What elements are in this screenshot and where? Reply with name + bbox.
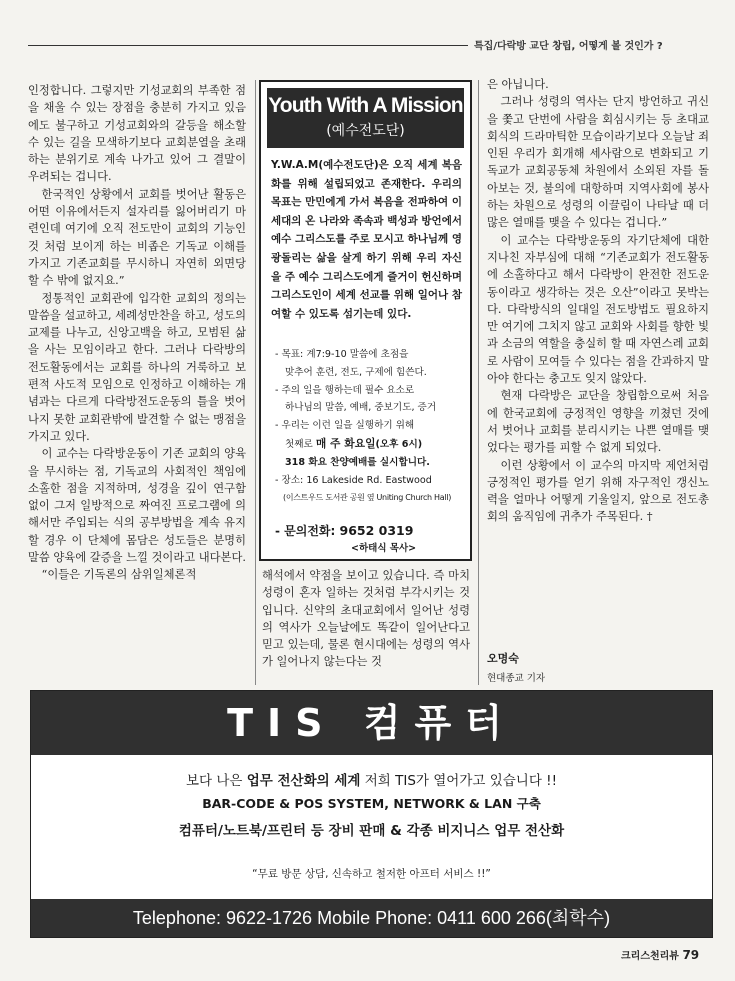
contact-label: - 문의전화:	[275, 524, 336, 538]
list-item: - 장소: 16 Lakeside Rd. Eastwood	[275, 474, 432, 486]
paragraph: 현재 다락방은 교단을 창립함으로써 처음에 한국교회에 긍정적인 영향을 끼쳤던 것에서 벗어나 교회를 분리시키는 나쁜 열매를 맺었다는 평가를 피할 수 없게 되었다.	[487, 389, 709, 455]
tis-ad-box	[30, 690, 713, 938]
paragraph: 한국적인 상황에서 교회를 벗어난 활동은 어떤 이유에서든지 설자리를 잃어버리기 마련인데 여기에 오직 전도만이 교회의 기능인 것 처럼 보이게 하는 비좁은 기독교 이해를 가지고 기존교회를 무시하니 자연히 외면당할 수 밖에 없지요.”	[28, 187, 246, 288]
paragraph: 이 교수는 다락방운동이 기존 교회의 양육을 무시하는 점, 기독교의 사회적인 책임에 소홀한 점을 지적하며, 성경을 깊이 연구함 없이 그저 일방적으로 짜여진 프로그램에 의해서만 주입되는 식의 공부방법을 계속 유지할 경우 이 단체에 몸담은 성도들은 분명히 말씀 양육에 갈증을 느낄 것이라고 내다본다.	[28, 447, 246, 565]
author-name: 오명숙	[487, 652, 519, 665]
list-item: 하나님의 말씀, 예배, 중보기도, 증거	[285, 402, 437, 414]
column-divider	[255, 80, 256, 685]
tagline-text: 저희 TIS가 열어가고 있습니다 !!	[360, 773, 557, 789]
header-rule	[28, 45, 468, 46]
article-column-middle	[262, 567, 470, 671]
list-text: 첫째로	[285, 438, 316, 450]
tis-services: BAR-CODE & POS SYSTEM, NETWORK & LAN 구축	[202, 796, 541, 811]
paragraph: 은 아닙니다.	[487, 78, 549, 91]
list-item: (이스트우드 도서관 공원 옆 Uniting Church Hall)	[283, 493, 452, 503]
paragraph: 인정합니다. 그렇지만 기성교회의 부족한 점을 채울 수 있는 장점을 충분히 가지고 있음에도 불구하고 기성교회와의 갈등을 해소할 수 있는 길을 모색하기보다 교회분열을 초래하는 분위기로 계속 나가고 있어 그 결말이 우려되는 겁니다.	[28, 84, 246, 184]
tis-products: 컴퓨터/노트북/프린터 등 장비 판매 & 각종 비지니스 업무 전산화	[178, 823, 565, 839]
contact-name: <하태식 목사>	[351, 543, 417, 554]
magazine-name: 크리스천리뷰	[621, 951, 679, 962]
section-header: 특집/다락방 교단 창립, 어떻게 볼 것인가 ?	[474, 41, 663, 52]
tis-tagline	[31, 769, 712, 789]
list-item: - 목표: 계7:9-10 말씀에 초점을	[275, 349, 409, 360]
ywam-title-banner	[267, 88, 464, 148]
contact-phone: 9652 0319	[339, 523, 414, 538]
paragraph: “이들은 기독론의 삼위일체론적	[41, 568, 197, 582]
ywam-ad-box	[259, 80, 472, 561]
paragraph: 그러나 성령의 역사는 단지 방언하고 귀신을 쫓고 단번에 사람을 회심시키는 등 초대교회식의 드라마틱한 모습이라기보다 오늘날 죄인된 우리가 회개해 세사람으로 변화되고 기독교가 교회공동체 차원에서 소외된 자를 돌아보는 것, 불의에 대항하며 지역사회에 봉사하는 차원으로 성령의 이끌림이 나타날 때 더 많은 열매를 맺을 수 있다는 겁니다.”	[487, 95, 709, 230]
list-item: 318 화요 찬양예배를 실시합니다.	[285, 456, 430, 468]
paragraph: 해석에서 약점을 보이고 있습니다. 즉 마치 성령이 혼자 일하는 것처럼 부각시키는 것입니다. 신약의 초대교회에서 일어난 성령의 역사가 오늘날에도 똑같이 일어난다고 믿고 있는데, 물론 현시대에는 성령의 역사가 일어나지 않는다는 것	[262, 569, 470, 669]
list-text-bold: (오후 6시)	[375, 438, 423, 450]
ywam-title: Youth With A Mission	[268, 94, 463, 117]
author-title: 현대종교 기자	[487, 673, 546, 684]
ywam-description: Y.W.A.M(예수전도단)은 오직 세계 복음화를 위해 설립되었고 존재한다. 우리의 목표는 만민에게 가서 복음을 전파하여 이 세대의 온 나라와 족속과 백성과 방언에서 예수 그리스도를 주로 모시고 하나님께 영광돌리는 삶을 살게 하기 위해 우리 자신을 주 예수 그리스도에게 즐거이 헌신하며 그리스도인이 세계 선교를 위해 일어나 참여할 수 있도록 섬기는데 있다.	[271, 159, 462, 320]
tagline-text: 보다 나은	[185, 773, 247, 789]
page-number: 79	[682, 948, 700, 962]
ywam-subtitle: (예수전도단)	[326, 123, 405, 139]
paragraph: 정통적인 교회관에 입각한 교회의 정의는 말씀을 설교하고, 세례성만찬을 하고, 성도의 교제를 나누고, 신앙고백을 하고, 모범된 삶을 사는 모임이라고 한다. 그러나 다락방의 전도활동에서는 교회를 하나의 거룩하고 보편적 사도적 모임으로 인정하고 이해하는 개념과는 다르게 다락방전도운동의 틀을 벗어나지 못한 교회관밖에 발견할 수 없는 맹점을 가지고 있다.	[28, 291, 246, 443]
list-item: - 우리는 이런 일을 실행하기 위해	[275, 420, 415, 432]
ywam-info-list	[275, 346, 465, 507]
column-divider	[478, 80, 479, 685]
page-footer	[621, 947, 699, 962]
article-column-left	[28, 82, 246, 584]
tis-phone-footer: Telephone: 9622-1726 Mobile Phone: 0411 600 266(최학수)	[31, 899, 712, 937]
ywam-contact	[275, 522, 413, 539]
list-text-bold: 매 주 화요일	[315, 436, 376, 450]
list-item: 맞추어 훈련, 전도, 구제에 힘쓴다.	[285, 366, 427, 378]
article-column-right	[487, 76, 709, 526]
list-item: - 주의 일을 행하는데 필수 요소로	[275, 384, 415, 396]
paragraph: 이런 상황에서 이 교수의 마지막 제언처럼 긍정적인 평가를 얻기 위해 자구적인 갱신노력을 얼마나 어떻게 기울일지, 앞으로 전도총회의 움직임에 귀추가 주목된다. †	[487, 458, 709, 524]
list-item	[275, 435, 465, 454]
tis-title-banner	[31, 691, 712, 755]
tis-service-note: “무료 방문 상담, 신속하고 철저한 아프터 서비스 !!”	[252, 868, 491, 880]
paragraph: 이 교수는 다락방운동의 자기단체에 대한 지나친 자부심에 대해 “기존교회가 전도활동에 소홀하다고 해서 다락방이 완전한 전도운동이라고 생각하는 것은 오산”이라고 못박는다. 다락방식의 일대일 전도방법도 필요하지만 여기에 그치지 않고 교회와 사회를 향한 빛과 소금의 역할을 충실히 할 때 자연스레 교회로 사람이 모여들 수 있다는 점을 간과하지 말아야 한다는 충고도 잊지 않았다.	[487, 233, 709, 386]
tagline-bold: 업무 전산화의 세계	[246, 773, 361, 789]
tis-title: TIS 컴퓨터	[227, 701, 516, 745]
